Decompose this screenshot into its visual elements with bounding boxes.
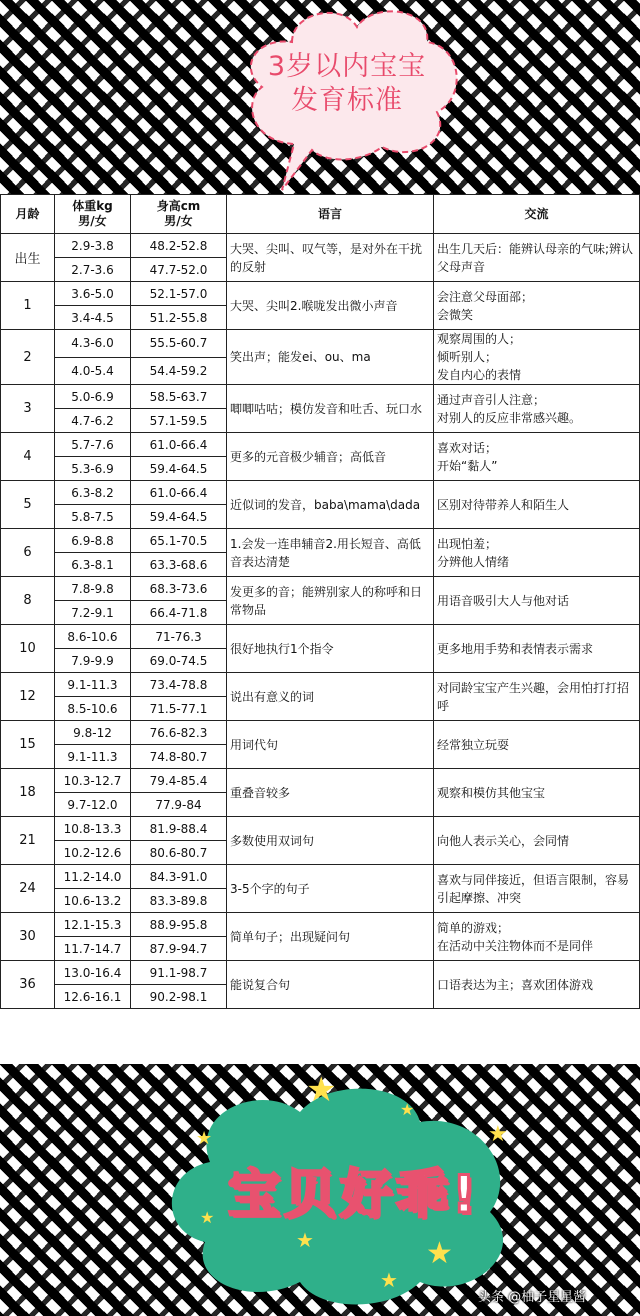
table-row: [1, 673, 640, 697]
weight-cell: 11.2-14.0: [55, 865, 131, 889]
age-cell: 5: [1, 481, 55, 529]
weight-cell: 7.9-9.9: [55, 649, 131, 673]
height-cell: 71-76.3: [131, 625, 227, 649]
height-cell: 66.4-71.8: [131, 601, 227, 625]
social-cell: 口语表达为主；喜欢团体游戏: [434, 961, 640, 1009]
height-cell: 90.2-98.1: [131, 985, 227, 1009]
height-cell: 54.4-59.2: [131, 357, 227, 385]
age-cell: 3: [1, 385, 55, 433]
height-cell: 63.3-68.6: [131, 553, 227, 577]
badge-text: 宝贝好乖!: [228, 1165, 480, 1225]
age-cell: 4: [1, 433, 55, 481]
height-cell: 80.6-80.7: [131, 841, 227, 865]
social-cell: 用语音吸引大人与他对话: [434, 577, 640, 625]
header-height: 身高cm 男/女: [131, 195, 227, 234]
weight-cell: 4.7-6.2: [55, 409, 131, 433]
table-row: [1, 721, 640, 745]
age-cell: 36: [1, 961, 55, 1009]
height-cell: 81.9-88.4: [131, 817, 227, 841]
weight-cell: 6.3-8.2: [55, 481, 131, 505]
table-row: [1, 577, 640, 601]
height-cell: 52.1-57.0: [131, 282, 227, 306]
page-title: 3岁以内宝宝发育标准: [267, 51, 427, 116]
height-cell: 51.2-55.8: [131, 306, 227, 330]
social-cell: 通过声音引人注意； 对别人的反应非常感兴趣。: [434, 385, 640, 433]
star-icon: ★: [196, 1128, 213, 1149]
development-table: [0, 194, 640, 1009]
age-cell: 12: [1, 673, 55, 721]
weight-cell: 5.0-6.9: [55, 385, 131, 409]
social-cell: 喜欢对话； 开始“黏人”: [434, 433, 640, 481]
height-cell: 55.5-60.7: [131, 330, 227, 358]
language-cell: 说出有意义的词: [227, 673, 434, 721]
star-icon: ★: [306, 1070, 337, 1110]
social-cell: 喜欢与同伴接近，但语言限制，容易引起摩擦、冲突: [434, 865, 640, 913]
weight-cell: 5.7-7.6: [55, 433, 131, 457]
social-cell: 会注意父母面部； 会微笑: [434, 282, 640, 330]
star-icon: ★: [400, 1100, 415, 1119]
social-cell: 出现怕羞； 分辨他人情绪: [434, 529, 640, 577]
language-cell: 重叠音较多: [227, 769, 434, 817]
weight-cell: 12.1-15.3: [55, 913, 131, 937]
language-cell: 大哭、尖叫2.喉咙发出微小声音: [227, 282, 434, 330]
weight-cell: 12.6-16.1: [55, 985, 131, 1009]
weight-cell: 6.9-8.8: [55, 529, 131, 553]
star-icon: ★: [380, 1268, 398, 1292]
star-icon: ★: [426, 1236, 453, 1271]
height-cell: 61.0-66.4: [131, 481, 227, 505]
weight-cell: 9.7-12.0: [55, 793, 131, 817]
weight-cell: 9.1-11.3: [55, 673, 131, 697]
development-table-container: [0, 194, 640, 1064]
age-cell: 24: [1, 865, 55, 913]
language-cell: 1.会发一连串辅音2.用长短音、高低音表达清楚: [227, 529, 434, 577]
weight-cell: 4.0-5.4: [55, 357, 131, 385]
height-cell: 48.2-52.8: [131, 234, 227, 258]
height-cell: 69.0-74.5: [131, 649, 227, 673]
weight-cell: 2.7-3.6: [55, 258, 131, 282]
language-cell: 更多的元音极少辅音；高低音: [227, 433, 434, 481]
header-language: 语言: [227, 195, 434, 234]
height-cell: 57.1-59.5: [131, 409, 227, 433]
age-cell: 18: [1, 769, 55, 817]
star-icon: ★: [200, 1208, 215, 1227]
weight-cell: 9.1-11.3: [55, 745, 131, 769]
weight-cell: 10.8-13.3: [55, 817, 131, 841]
weight-cell: 10.3-12.7: [55, 769, 131, 793]
age-cell: 8: [1, 577, 55, 625]
header-social: 交流: [434, 195, 640, 234]
table-row: [1, 481, 640, 505]
age-cell: 21: [1, 817, 55, 865]
star-icon: ★: [488, 1122, 508, 1147]
weight-cell: 5.3-6.9: [55, 457, 131, 481]
height-cell: 73.4-78.8: [131, 673, 227, 697]
height-cell: 91.1-98.7: [131, 961, 227, 985]
height-cell: 76.6-82.3: [131, 721, 227, 745]
height-cell: 61.0-66.4: [131, 433, 227, 457]
language-cell: 近似词的发音，baba\mama\dada: [227, 481, 434, 529]
social-cell: 经常独立玩耍: [434, 721, 640, 769]
age-cell: 1: [1, 282, 55, 330]
social-cell: 简单的游戏； 在活动中关注物体而不是同伴: [434, 913, 640, 961]
social-cell: 出生几天后：能辨认母亲的气味;辨认父母声音: [434, 234, 640, 282]
language-cell: 多数使用双词句: [227, 817, 434, 865]
age-cell: 6: [1, 529, 55, 577]
height-cell: 59.4-64.5: [131, 505, 227, 529]
age-cell: 30: [1, 913, 55, 961]
age-cell: 2: [1, 330, 55, 385]
social-cell: 更多地用手势和表情表示需求: [434, 625, 640, 673]
header-age: 月龄: [1, 195, 55, 234]
table-row: [1, 625, 640, 649]
weight-cell: 3.4-4.5: [55, 306, 131, 330]
table-row: [1, 385, 640, 409]
weight-cell: 8.5-10.6: [55, 697, 131, 721]
height-cell: 74.8-80.7: [131, 745, 227, 769]
social-cell: 观察周围的人； 倾听别人； 发自内心的表情: [434, 330, 640, 385]
age-cell: 15: [1, 721, 55, 769]
weight-cell: 10.2-12.6: [55, 841, 131, 865]
weight-cell: 7.8-9.8: [55, 577, 131, 601]
language-cell: 3-5个字的句子: [227, 865, 434, 913]
language-cell: 笑出声；能发ei、ou、ma: [227, 330, 434, 385]
language-cell: 很好地执行1个指令: [227, 625, 434, 673]
weight-cell: 4.3-6.0: [55, 330, 131, 358]
height-cell: 47.7-52.0: [131, 258, 227, 282]
language-cell: 能说复合句: [227, 961, 434, 1009]
language-cell: 简单句子；出现疑问句: [227, 913, 434, 961]
height-cell: 71.5-77.1: [131, 697, 227, 721]
height-cell: 87.9-94.7: [131, 937, 227, 961]
header-weight: 体重kg 男/女: [55, 195, 131, 234]
height-cell: 65.1-70.5: [131, 529, 227, 553]
social-cell: 观察和模仿其他宝宝: [434, 769, 640, 817]
height-cell: 58.5-63.7: [131, 385, 227, 409]
height-cell: 77.9-84: [131, 793, 227, 817]
height-cell: 88.9-95.8: [131, 913, 227, 937]
table-row: [1, 282, 640, 306]
weight-cell: 13.0-16.4: [55, 961, 131, 985]
table-row: [1, 769, 640, 793]
weight-cell: 8.6-10.6: [55, 625, 131, 649]
weight-cell: 9.8-12: [55, 721, 131, 745]
language-cell: 发更多的音；能辨别家人的称呼和日常物品: [227, 577, 434, 625]
table-row: [1, 961, 640, 985]
table-row: [1, 433, 640, 457]
social-cell: 对同龄宝宝产生兴趣，会用怕打打招呼: [434, 673, 640, 721]
weight-cell: 6.3-8.1: [55, 553, 131, 577]
table-row: [1, 913, 640, 937]
watermark: 头条 @柚子星星酱: [478, 1290, 587, 1305]
weight-cell: 3.6-5.0: [55, 282, 131, 306]
age-cell: 出生: [1, 234, 55, 282]
language-cell: 用词代句: [227, 721, 434, 769]
table-row: [1, 817, 640, 841]
table-header-row: [1, 195, 640, 234]
language-cell: 唧唧咕咕；模仿发音和吐舌、玩口水: [227, 385, 434, 433]
weight-cell: 10.6-13.2: [55, 889, 131, 913]
weight-cell: 2.9-3.8: [55, 234, 131, 258]
language-cell: 大哭、尖叫、叹气等，是对外在干扰的反射: [227, 234, 434, 282]
table-row: [1, 234, 640, 258]
height-cell: 68.3-73.6: [131, 577, 227, 601]
weight-cell: 11.7-14.7: [55, 937, 131, 961]
table-row: [1, 330, 640, 358]
weight-cell: 7.2-9.1: [55, 601, 131, 625]
height-cell: 79.4-85.4: [131, 769, 227, 793]
age-cell: 10: [1, 625, 55, 673]
height-cell: 83.3-89.8: [131, 889, 227, 913]
weight-cell: 5.8-7.5: [55, 505, 131, 529]
table-row: [1, 529, 640, 553]
social-cell: 区别对待带养人和陌生人: [434, 481, 640, 529]
star-icon: ★: [296, 1228, 314, 1252]
table-row: [1, 865, 640, 889]
social-cell: 向他人表示关心，会同情: [434, 817, 640, 865]
height-cell: 84.3-91.0: [131, 865, 227, 889]
height-cell: 59.4-64.5: [131, 457, 227, 481]
